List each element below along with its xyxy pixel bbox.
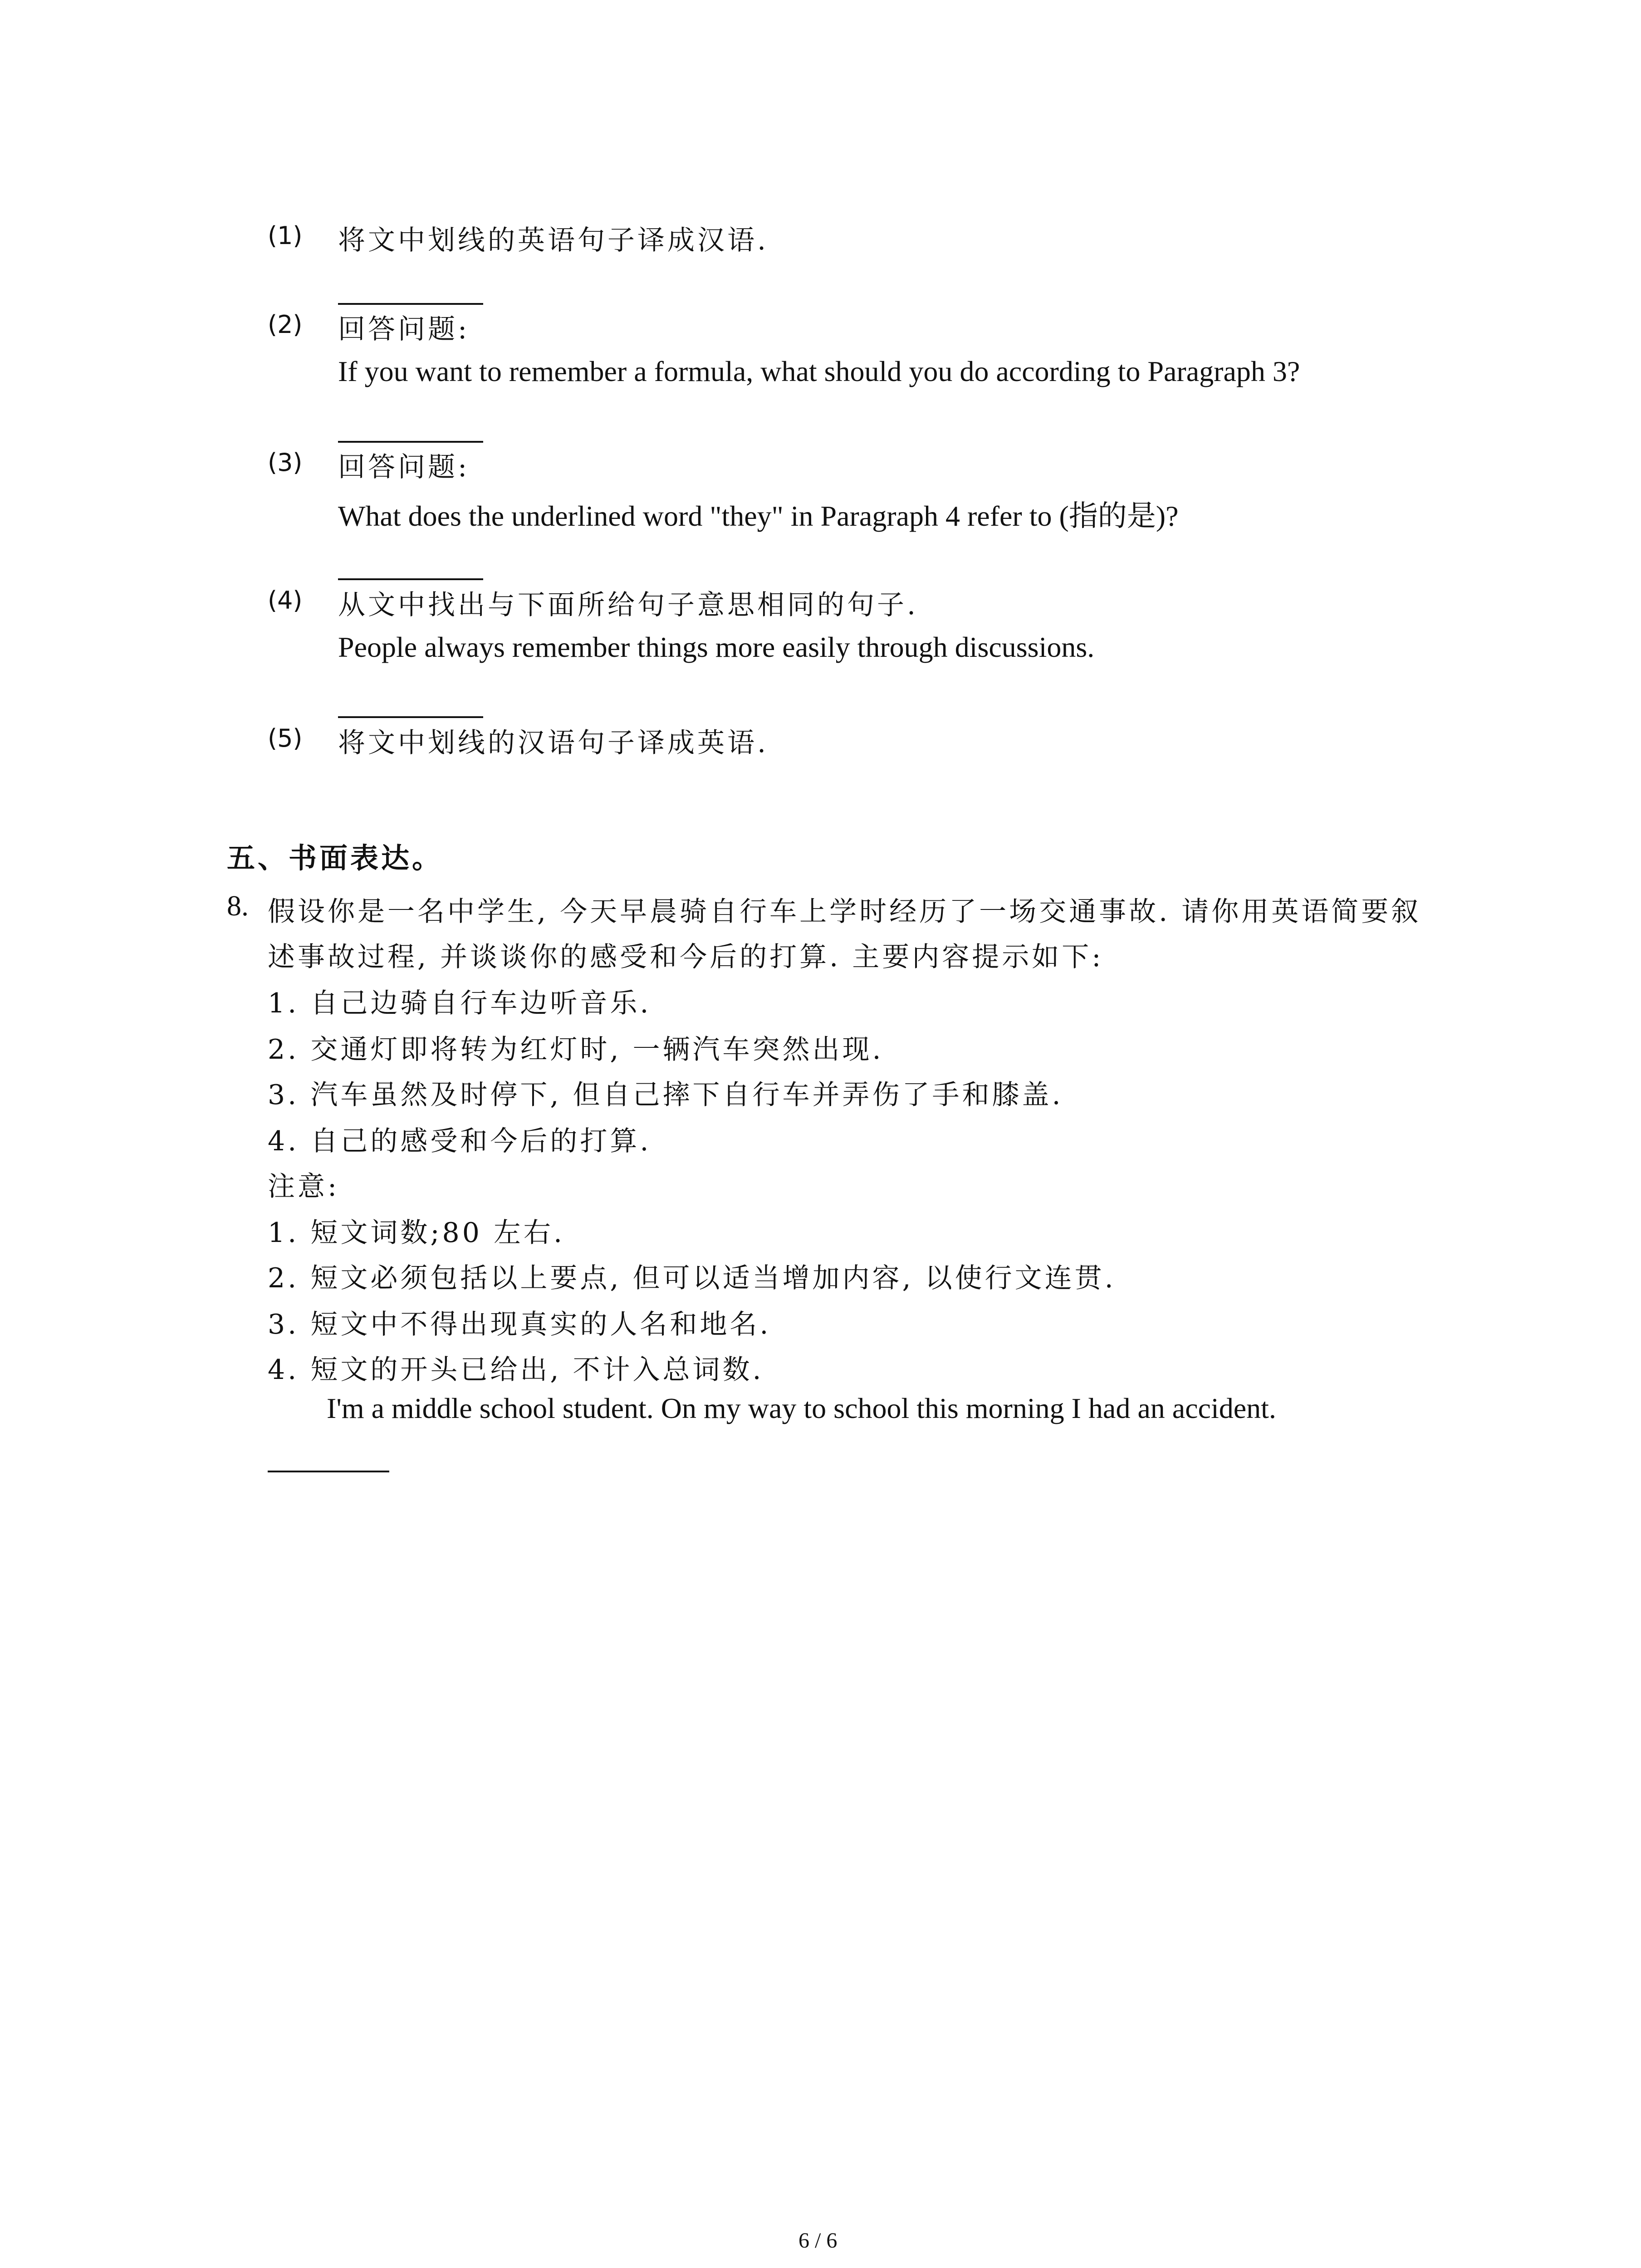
- notice-4: 4. 短文的开头已给出, 不计入总词数.: [268, 1354, 764, 1386]
- question-1-answer-line[interactable]: [338, 303, 483, 305]
- question-1-prompt: 将文中划线的英语句子译成汉语.: [338, 225, 769, 256]
- page-number: 6 / 6: [798, 2229, 838, 2253]
- notice-2: 2. 短文必须包括以上要点, 但可以适当增加内容, 以使行文连贯.: [268, 1262, 1116, 1294]
- question-3-question: What does the underlined word "they" in Paragraph 4 refer to (指的是)?: [338, 500, 1179, 532]
- question-2-number: (2): [268, 310, 303, 339]
- section-heading: 五、书面表达。: [227, 841, 443, 875]
- question-2-answer-line[interactable]: [338, 441, 483, 443]
- question-2-prompt: 回答问题:: [338, 313, 470, 345]
- question-5-number: (5): [268, 724, 303, 753]
- question-3-answer-line[interactable]: [338, 578, 483, 580]
- essay-answer-line[interactable]: [268, 1471, 389, 1472]
- intro-line-1: 假设你是一名中学生, 今天早晨骑自行车上学时经历了一场交通事故. 请你用英语简要叙: [268, 896, 1421, 928]
- question-3-number: (3): [268, 448, 303, 477]
- item-number: 8.: [227, 890, 249, 922]
- question-4-number: (4): [268, 586, 303, 615]
- notice-label: 注意:: [268, 1171, 340, 1202]
- notice-3: 3. 短文中不得出现真实的人名和地名.: [268, 1309, 771, 1340]
- point-3: 3. 汽车虽然及时停下, 但自己摔下自行车并弄伤了手和膝盖.: [268, 1079, 1063, 1111]
- question-4-answer-line[interactable]: [338, 716, 483, 718]
- question-4-prompt: 从文中找出与下面所给句子意思相同的句子.: [338, 589, 919, 621]
- question-5-prompt: 将文中划线的汉语句子译成英语.: [338, 727, 769, 759]
- question-2-question: If you want to remember a formula, what should you do according to Paragraph 3?: [338, 355, 1300, 387]
- notice-1: 1. 短文词数;80 左右.: [268, 1217, 565, 1249]
- point-2: 2. 交通灯即将转为红灯时, 一辆汽车突然出现.: [268, 1034, 884, 1066]
- question-4-sentence: People always remember things more easily through discussions.: [338, 631, 1095, 663]
- intro-line-2: 述事故过程, 并谈谈你的感受和今后的打算. 主要内容提示如下:: [268, 941, 1104, 973]
- opening-sentence: I'm a middle school student. On my way to school this morning I had an accident.: [327, 1392, 1276, 1424]
- point-1: 1. 自己边骑自行车边听音乐.: [268, 987, 652, 1019]
- point-4: 4. 自己的感受和今后的打算.: [268, 1125, 652, 1157]
- question-3-prompt: 回答问题:: [338, 451, 470, 483]
- question-1-number: (1): [268, 221, 303, 250]
